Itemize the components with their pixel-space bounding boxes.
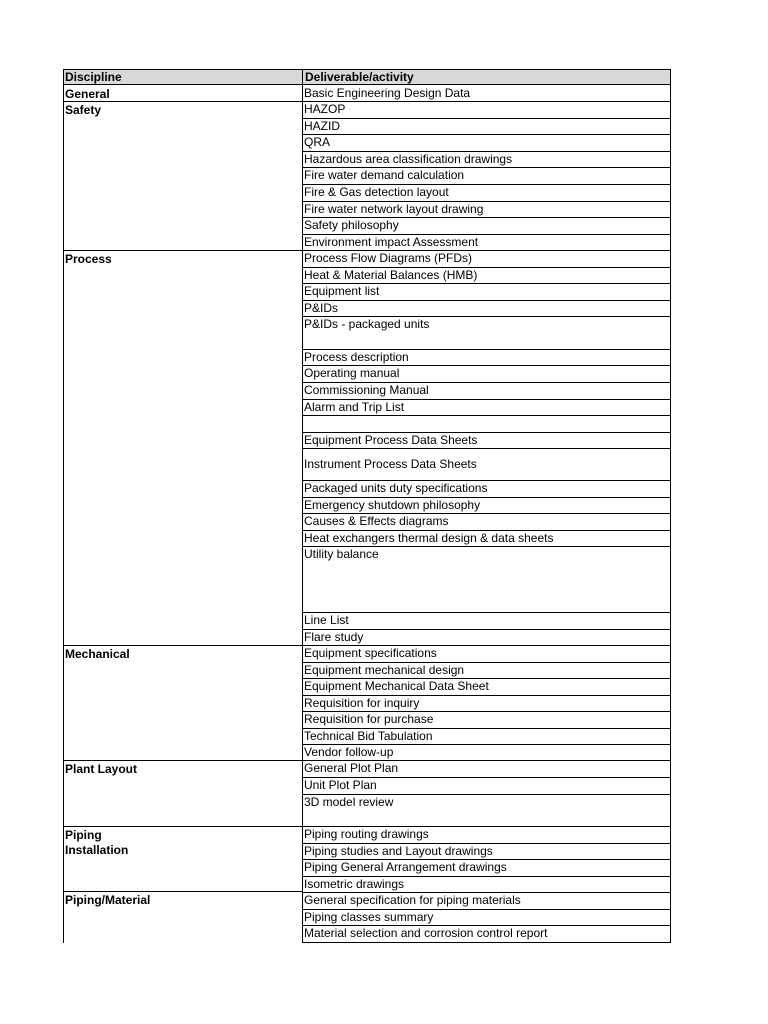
deliverable-cell: Heat exchangers thermal design & data sheets <box>302 531 671 547</box>
deliverable-cell: Vendor follow-up <box>302 745 671 761</box>
deliverable-cell: Requisition for purchase <box>302 712 671 729</box>
deliverable-cell: Process Flow Diagrams (PFDs) <box>302 251 671 268</box>
deliverable-cell: Packaged units duty specifications <box>302 481 671 498</box>
deliverable-cell: Heat & Material Balances (HMB) <box>302 268 671 284</box>
deliverable-cell: Basic Engineering Design Data <box>302 86 671 102</box>
header-deliverable: Deliverable/activity <box>305 70 414 84</box>
left-table-border <box>63 85 64 943</box>
discipline-installation: Installation <box>65 843 129 857</box>
deliverable-cell: Safety philosophy <box>302 218 671 235</box>
deliverable-cell: Piping General Arrangement drawings <box>302 860 671 877</box>
deliverable-cell: Commissioning Manual <box>302 383 671 400</box>
deliverable-cell: Flare study <box>302 630 671 646</box>
deliverable-cell: 3D model review <box>302 795 671 827</box>
deliverable-cell: Technical Bid Tabulation <box>302 729 671 745</box>
deliverable-cell: Material selection and corrosion control report <box>302 926 671 943</box>
discipline-piping-material: Piping/Material <box>65 893 151 907</box>
deliverable-cell: HAZID <box>302 119 671 135</box>
deliverable-cell: Line List <box>302 613 671 630</box>
deliverable-cell: HAZOP <box>302 102 671 119</box>
discipline-process: Process <box>65 252 112 266</box>
header-discipline: Discipline <box>65 70 122 84</box>
deliverable-cell: Fire water demand calculation <box>302 168 671 185</box>
deliverable-cell: Requisition for inquiry <box>302 696 671 712</box>
deliverable-cell: Fire water network layout drawing <box>302 202 671 218</box>
deliverable-cell: Piping routing drawings <box>302 827 671 844</box>
deliverable-cell: Equipment Mechanical Data Sheet <box>302 679 671 696</box>
deliverable-cell: Emergency shutdown philosophy <box>302 498 671 514</box>
deliverable-cell: Operating manual <box>302 366 671 383</box>
deliverable-cell: Alarm and Trip List <box>302 400 671 416</box>
discipline-divider <box>63 826 303 827</box>
deliverable-cell: Environment impact Assessment <box>302 235 671 251</box>
deliverable-cell: Fire & Gas detection layout <box>302 185 671 202</box>
discipline-safety: Safety <box>65 103 102 117</box>
discipline-divider <box>63 891 303 892</box>
discipline-plant-layout: Plant Layout <box>65 762 138 776</box>
discipline-general: General <box>65 87 110 101</box>
deliverable-cell: Piping studies and Layout drawings <box>302 844 671 860</box>
deliverable-cell: Causes & Effects diagrams <box>302 514 671 531</box>
discipline-mechanical: Mechanical <box>65 647 130 661</box>
discipline-divider <box>63 250 303 251</box>
deliverable-cell: Unit Plot Plan <box>302 778 671 795</box>
deliverable-cell: Isometric drawings <box>302 877 671 893</box>
discipline-divider <box>63 760 303 761</box>
deliverable-cell: General Plot Plan <box>302 761 671 778</box>
deliverable-cell: Utility balance <box>302 547 671 613</box>
deliverable-cell: Equipment specifications <box>302 646 671 663</box>
deliverable-cell: Process description <box>302 350 671 366</box>
deliverable-cell: Instrument Process Data Sheets <box>302 449 671 481</box>
deliverable-cell: General specification for piping materials <box>302 893 671 910</box>
deliverable-cell: Equipment Process Data Sheets <box>302 433 671 449</box>
deliverable-cell: QRA <box>302 135 671 152</box>
deliverable-cell: P&IDs - packaged units <box>302 317 671 350</box>
deliverable-cell: Equipment mechanical design <box>302 663 671 679</box>
deliverable-cell: P&IDs <box>302 301 671 317</box>
discipline-divider <box>63 101 303 102</box>
deliverable-cell: Piping classes summary <box>302 910 671 926</box>
deliverable-cell: Hazardous area classification drawings <box>302 152 671 168</box>
discipline-piping: Piping <box>65 828 102 842</box>
deliverable-cell-empty <box>302 416 671 433</box>
deliverable-cell: Equipment list <box>302 284 671 301</box>
discipline-divider <box>63 645 303 646</box>
